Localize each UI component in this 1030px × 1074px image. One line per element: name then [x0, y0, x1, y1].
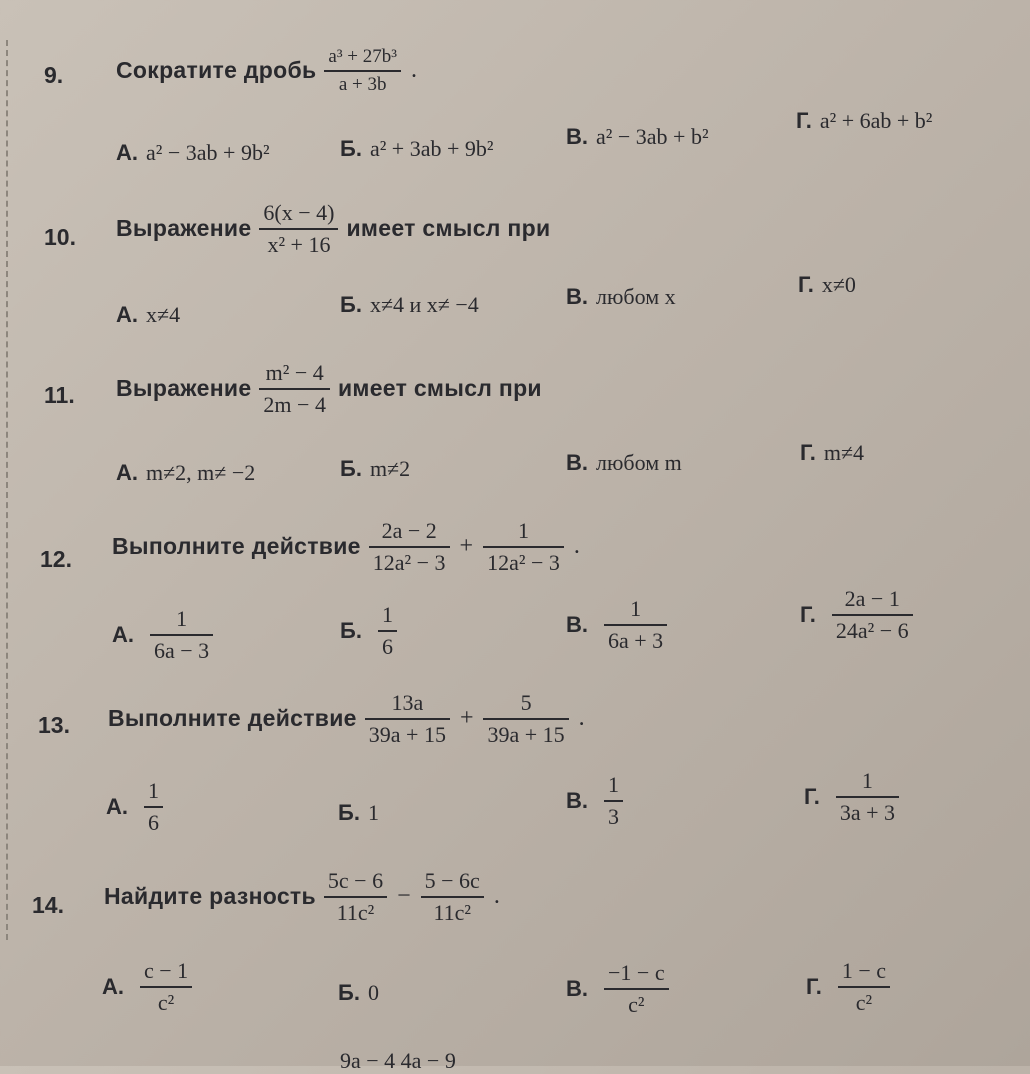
option-letter: Б.	[340, 292, 362, 317]
period: .	[410, 57, 417, 84]
option-text: любом m	[596, 450, 682, 475]
option-fraction	[604, 594, 667, 656]
option-letter: В.	[566, 611, 588, 637]
option-a[interactable]	[116, 302, 180, 328]
problem-statement	[108, 688, 585, 750]
operator: +	[459, 705, 474, 732]
option-letter: А.	[116, 302, 138, 327]
fraction-numerator: 2a − 1	[844, 586, 900, 611]
fraction-numerator: 1	[517, 518, 529, 543]
option-a[interactable]	[112, 604, 221, 666]
fraction-denominator: 12a² − 3	[372, 549, 446, 575]
problem-prompt: Найдите разность	[104, 883, 316, 910]
fraction-numerator: c − 1	[144, 958, 189, 983]
option-text: m≠2, m≠ −2	[146, 460, 256, 485]
fraction-numerator: a³ + 27b³	[328, 46, 397, 67]
problem-statement	[112, 516, 580, 578]
fraction-left	[324, 866, 387, 928]
problem-statement	[116, 44, 417, 98]
fraction-right	[483, 516, 564, 578]
option-d[interactable]	[804, 766, 907, 828]
option-letter: Г.	[800, 440, 816, 465]
option-c[interactable]	[566, 450, 682, 476]
option-letter: В.	[566, 124, 588, 149]
option-letter: В.	[566, 787, 588, 813]
problem-statement	[116, 358, 542, 420]
fraction-denominator: 3a + 3	[839, 799, 896, 825]
option-fraction	[838, 956, 890, 1018]
option-b[interactable]	[340, 292, 479, 318]
option-text: x≠4 и x≠ −4	[369, 292, 479, 317]
option-b[interactable]	[340, 600, 405, 662]
problem-suffix: имеет смысл при	[346, 215, 551, 242]
fraction-denominator: 12a² − 3	[487, 549, 560, 575]
option-letter: В.	[566, 284, 588, 309]
fraction-numerator: 1	[148, 778, 159, 803]
option-b[interactable]	[338, 800, 379, 826]
option-letter: Г.	[798, 272, 814, 297]
option-letter: Г.	[806, 973, 822, 999]
option-text: m≠4	[823, 440, 865, 465]
option-d[interactable]	[800, 584, 921, 646]
option-b[interactable]	[338, 980, 379, 1006]
fraction-denominator: a + 3b	[338, 73, 387, 95]
fraction-denominator: 6	[381, 633, 393, 659]
option-letter: А.	[116, 460, 138, 485]
option-a[interactable]	[116, 460, 255, 486]
option-fraction	[140, 956, 192, 1018]
fraction-numerator: 1	[861, 768, 873, 793]
operator: −	[397, 883, 411, 910]
fraction-denominator: c²	[628, 991, 645, 1017]
fraction-denominator: 11c²	[433, 899, 471, 925]
fraction-denominator: c²	[157, 989, 175, 1015]
option-a[interactable]	[106, 776, 171, 838]
fraction	[259, 198, 338, 260]
fraction-numerator: m² − 4	[265, 360, 324, 385]
option-c[interactable]	[566, 124, 709, 150]
fraction-right	[421, 866, 484, 928]
problem-prompt: Сократите дробь	[116, 57, 317, 84]
option-text: 0	[367, 980, 379, 1005]
problem-prompt: Выражение	[116, 215, 252, 242]
option-text: любом x	[596, 284, 676, 309]
fraction-numerator: 1	[630, 596, 642, 621]
fraction-numerator: 5	[520, 690, 532, 715]
fraction	[259, 358, 330, 420]
problem-prompt: Выполните действие	[108, 705, 357, 732]
option-d[interactable]	[798, 272, 856, 298]
problem-prompt: Выражение	[116, 375, 252, 402]
fraction-numerator: 2a − 2	[381, 518, 437, 543]
option-fraction	[144, 776, 163, 838]
option-a[interactable]	[116, 140, 270, 166]
option-letter: В.	[566, 975, 588, 1001]
problem-number: 10.	[44, 224, 76, 250]
fraction-denominator: 24a² − 6	[835, 617, 909, 643]
option-letter: А.	[106, 793, 128, 819]
option-b[interactable]	[340, 456, 410, 482]
option-letter: Г.	[804, 783, 820, 809]
option-c[interactable]	[566, 594, 675, 656]
option-letter: Б.	[340, 617, 362, 643]
problem-number: 14.	[32, 892, 64, 918]
option-text: a² − 3ab + 9b²	[146, 140, 270, 165]
problem-number: 13.	[38, 712, 70, 738]
fraction-denominator: 2m − 4	[263, 391, 326, 417]
problem-number: 12.	[40, 546, 72, 572]
option-letter: Г.	[796, 108, 812, 133]
period: .	[493, 883, 500, 910]
problem-number: 11.	[44, 382, 75, 408]
option-letter: Г.	[800, 601, 816, 627]
margin-dashed-line	[6, 40, 8, 940]
fraction-numerator: 5c − 6	[327, 868, 384, 893]
option-text: a² − 3ab + b²	[596, 124, 709, 149]
problem-statement	[116, 198, 550, 260]
fraction-numerator: 5 − 6c	[424, 868, 480, 893]
option-c[interactable]	[566, 958, 677, 1020]
option-letter: Б.	[338, 980, 360, 1005]
option-d[interactable]	[796, 108, 932, 134]
fraction-denominator: 6a − 3	[154, 637, 210, 663]
option-letter: Б.	[338, 800, 360, 825]
option-fraction	[150, 604, 213, 666]
fraction-numerator: 1 − c	[841, 958, 887, 983]
option-text: a² + 3ab + 9b²	[369, 136, 494, 161]
option-a[interactable]	[102, 956, 200, 1018]
operator: +	[459, 533, 474, 560]
option-d[interactable]	[800, 440, 864, 466]
option-text: x≠4	[146, 302, 181, 327]
option-d[interactable]	[806, 956, 898, 1018]
option-letter: Б.	[340, 136, 362, 161]
fraction-denominator: 39a + 15	[487, 721, 565, 747]
option-fraction	[378, 600, 397, 662]
fraction-numerator: 6(x − 4)	[263, 200, 335, 225]
problem-statement	[104, 866, 500, 928]
fraction-right	[483, 688, 568, 750]
fraction-numerator: 13a	[391, 690, 424, 715]
period: .	[573, 533, 580, 560]
option-text: m≠2	[369, 456, 411, 481]
fraction-numerator: 1	[608, 772, 619, 797]
fraction-numerator: 1	[381, 602, 393, 627]
fraction-denominator: 6a + 3	[608, 627, 664, 653]
option-c[interactable]	[566, 770, 631, 832]
option-fraction	[604, 770, 623, 832]
fraction-numerator: 1	[176, 606, 188, 631]
cut-off-next-problem: 9a − 4 4a − 9	[340, 1048, 456, 1073]
option-fraction	[832, 584, 913, 646]
option-b[interactable]	[340, 136, 493, 162]
option-letter: В.	[566, 450, 588, 475]
fraction-denominator: c²	[855, 989, 873, 1015]
fraction-left	[369, 516, 450, 578]
fraction-left	[365, 688, 450, 750]
option-fraction	[604, 958, 669, 1020]
fraction-denominator: 39a + 15	[368, 721, 446, 747]
fraction	[324, 44, 401, 98]
option-letter: А.	[112, 621, 134, 647]
option-letter: А.	[102, 973, 124, 999]
option-letter: Б.	[340, 456, 362, 481]
option-text: a² + 6ab + b²	[819, 108, 933, 133]
option-c[interactable]	[566, 284, 676, 310]
option-letter: А.	[116, 140, 138, 165]
fraction-numerator: −1 − c	[608, 960, 665, 985]
fraction-denominator: 3	[608, 803, 619, 829]
option-fraction	[836, 766, 899, 828]
problem-prompt: Выполните действие	[112, 533, 361, 560]
fraction-denominator: 6	[148, 809, 159, 835]
problem-number: 9.	[44, 62, 64, 88]
option-text: x≠0	[821, 272, 856, 297]
fraction-denominator: x² + 16	[267, 231, 331, 257]
fraction-denominator: 11c²	[336, 899, 375, 925]
problem-suffix: имеет смысл при	[337, 375, 542, 402]
period: .	[578, 705, 585, 732]
option-text: 1	[367, 800, 379, 825]
